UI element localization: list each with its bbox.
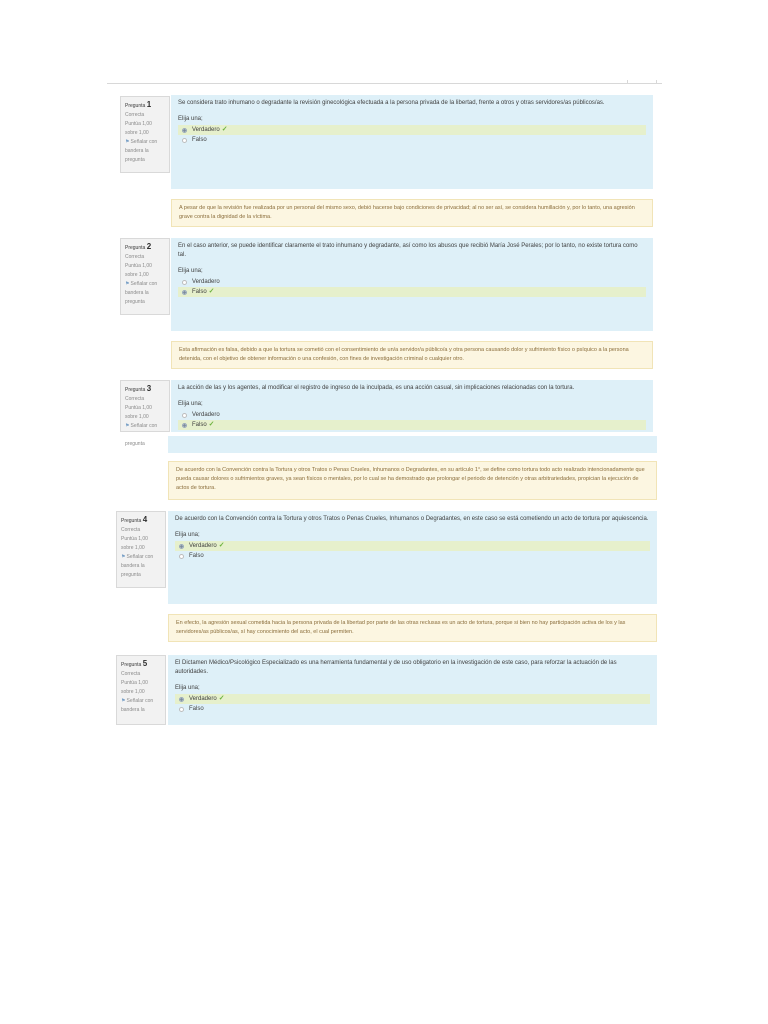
- flag-question-label: Señalar con pregunta: [125, 423, 158, 447]
- question-status: Correcta: [121, 527, 141, 533]
- question-number: 2: [146, 242, 152, 251]
- question-label: Pregunta: [121, 518, 142, 524]
- option-label: Falso: [192, 289, 207, 295]
- option-falso[interactable]: [178, 287, 646, 297]
- feedback-4: En efecto, la agresión sexual cometida hacia la persona privada de la libertad por parte de las otras reclusas es un acto de tortura, porque si bien no hay participación activa de los y las servidores/as públicos/as, sí hay conocimiento del acto, el cual permiten.: [168, 614, 657, 642]
- question-label: Pregunta: [121, 662, 142, 668]
- option-label: Verdadero: [192, 412, 220, 418]
- option-label: Falso: [189, 706, 204, 712]
- flag-icon: ⚑: [125, 423, 130, 429]
- checkmark-icon: ✓: [221, 126, 228, 133]
- option-falso[interactable]: [178, 135, 646, 145]
- option-falso[interactable]: [178, 420, 646, 430]
- radio-icon[interactable]: [182, 138, 187, 143]
- page-top-border: [107, 83, 662, 84]
- question-info-4: [116, 511, 166, 588]
- choose-one-prompt: Elija una;: [178, 116, 203, 122]
- option-label: Falso: [192, 137, 207, 143]
- question-label: Pregunta: [125, 103, 146, 109]
- question-content-3: [171, 380, 653, 432]
- checkmark-icon: ✓: [208, 288, 215, 295]
- question-text: De acuerdo con la Convención contra la Tortura y otros Tratos o Penas Crueles, Inhumanos o Degradantes, en este caso se está cometiendo un acto de tortura por aquiescencia.: [175, 516, 649, 522]
- option-verdadero[interactable]: [175, 694, 650, 704]
- radio-icon[interactable]: [179, 554, 184, 559]
- option-label: Verdadero: [192, 127, 220, 133]
- question-number: 1: [146, 100, 152, 109]
- question-label: Pregunta: [125, 387, 146, 393]
- flag-question-label: Señalar con bandera la pregunta: [125, 281, 158, 305]
- question-score: Puntúa 1,00 sobre 1,00: [121, 680, 148, 695]
- radio-icon[interactable]: [179, 697, 184, 702]
- flag-icon: ⚑: [121, 554, 126, 560]
- question-number: 5: [142, 659, 148, 668]
- flag-question-label: Señalar con bandera la: [121, 698, 154, 713]
- option-label: Verdadero: [189, 696, 217, 702]
- radio-icon[interactable]: [182, 423, 187, 428]
- question-content-3-bottom: [168, 436, 657, 453]
- option-verdadero[interactable]: [178, 125, 646, 135]
- checkmark-icon: ✓: [218, 695, 225, 702]
- question-score: Puntúa 1,00 sobre 1,00: [125, 405, 152, 420]
- checkmark-icon: ✓: [208, 421, 215, 428]
- question-status: Correcta: [121, 671, 141, 677]
- radio-icon[interactable]: [182, 280, 187, 285]
- flag-question-label: Señalar con bandera la pregunta: [125, 139, 158, 163]
- feedback-2: Esta afirmación es falsa, debido a que la tortura se cometió con el consentimiento de un/a servidor/a público/a y otra persona causando dolor y sufrimiento físico o psíquico a la persona detenida, con el objetivo de obtener información o una confesión, con fines de investigación criminal o cualquier otro.: [171, 341, 653, 369]
- option-label: Verdadero: [189, 543, 217, 549]
- question-score: Puntúa 1,00 sobre 1,00: [121, 536, 148, 551]
- radio-icon[interactable]: [179, 544, 184, 549]
- radio-icon[interactable]: [182, 413, 187, 418]
- question-info-2: [120, 238, 170, 315]
- question-content-1: [171, 95, 653, 189]
- question-content-4: [168, 511, 657, 604]
- feedback-1: A pesar de que la revisión fue realizada por un personal del mismo sexo, debió hacerse bajo condiciones de privacidad; al no ser así, se considera humillación y, por lo tanto, una agresión grave contra la dignidad de la víctima.: [171, 199, 653, 227]
- question-text: El Dictamen Médico/Psicológico Especializado es una herramienta fundamental y de uso obligatorio en la investigación de este caso, para reforzar la actuación de las autoridades.: [175, 660, 617, 675]
- question-text: En el caso anterior, se puede identificar claramente el trato inhumano y degradante, así como los abusos que recibió María José Perales; por lo tanto, no existe tortura como tal.: [178, 243, 638, 258]
- option-label: Verdadero: [192, 279, 220, 285]
- question-status: Correcta: [125, 112, 145, 118]
- question-status: Correcta: [125, 254, 145, 260]
- question-status: Correcta: [125, 396, 145, 402]
- question-score: Puntúa 1,00 sobre 1,00: [125, 121, 152, 136]
- radio-icon[interactable]: [179, 707, 184, 712]
- option-verdadero[interactable]: [178, 410, 646, 420]
- choose-one-prompt: Elija una;: [175, 532, 200, 538]
- choose-one-prompt: Elija una;: [178, 401, 203, 407]
- option-label: Falso: [189, 553, 204, 559]
- option-falso[interactable]: [175, 704, 650, 714]
- question-info-1: [120, 96, 170, 173]
- flag-question-link[interactable]: [125, 280, 165, 307]
- question-number: 4: [142, 515, 148, 524]
- flag-question-link[interactable]: [121, 697, 161, 715]
- feedback-3: De acuerdo con la Convención contra la Tortura y otros Tratos o Penas Crueles, Inhumanos o Degradantes, en su artículo 1°, se define como tortura todo acto realizado intencionadamente que pueda causar dolores o sufrimientos graves, ya sean físicos o mentales, por lo cual se ha demostrado que prolongar el periodo de detención y otras arbitrariedades, propician la ejecución de actos de tortura.: [168, 461, 657, 500]
- question-text: Se considera trato inhumano o degradante la revisión ginecológica efectuada a la persona privada de la libertad, frente a otros y otras servidores/as públicos/as.: [178, 100, 605, 106]
- flag-question-link[interactable]: [121, 553, 161, 580]
- choose-one-prompt: Elija una;: [178, 268, 203, 274]
- question-text: La acción de las y los agentes, al modificar el registro de ingreso de la inculpada, es una acción casual, sin implicaciones relacionadas con la tortura.: [178, 385, 575, 391]
- radio-icon[interactable]: [182, 290, 187, 295]
- flag-icon: ⚑: [125, 139, 130, 145]
- option-verdadero[interactable]: [178, 277, 646, 287]
- question-label: Pregunta: [125, 245, 146, 251]
- option-verdadero[interactable]: [175, 541, 650, 551]
- choose-one-prompt: Elija una;: [175, 685, 200, 691]
- flag-question-link[interactable]: [125, 138, 165, 165]
- question-content-2: [171, 238, 653, 331]
- question-score: Puntúa 1,00 sobre 1,00: [125, 263, 152, 278]
- question-content-5: [168, 655, 657, 725]
- radio-icon[interactable]: [182, 128, 187, 133]
- flag-question-label: Señalar con bandera la pregunta: [121, 554, 154, 578]
- option-falso[interactable]: [175, 551, 650, 561]
- checkmark-icon: ✓: [218, 542, 225, 549]
- flag-icon: ⚑: [121, 698, 126, 704]
- question-number: 3: [146, 384, 152, 393]
- flag-icon: ⚑: [125, 281, 130, 287]
- question-info-3: [120, 380, 170, 447]
- question-info-5: [116, 655, 166, 725]
- option-label: Falso: [192, 422, 207, 428]
